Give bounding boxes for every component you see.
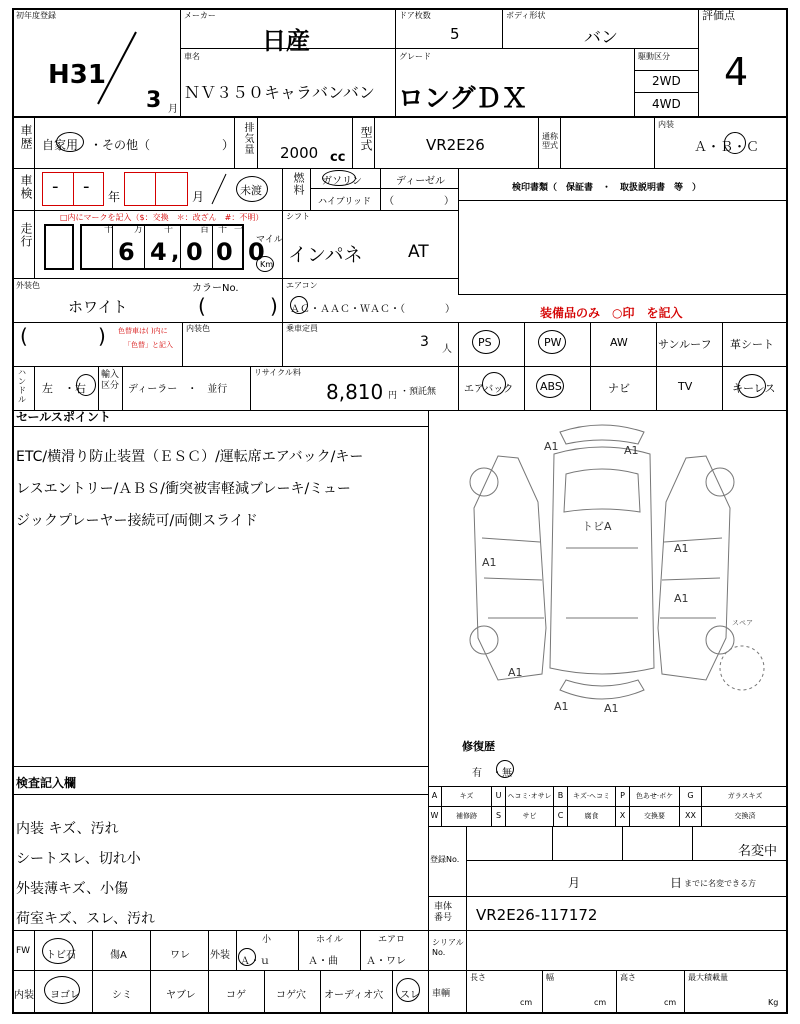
color-no-label: カラーNo.: [192, 283, 239, 294]
shift-type: インパネ: [288, 244, 363, 266]
body-value: バン: [584, 28, 618, 48]
equip-navi: ナビ: [608, 382, 630, 395]
color-change-close: ): [98, 324, 106, 348]
damage-mark-front-left: A1: [544, 440, 559, 453]
first-reg-label: 初年度登録: [16, 11, 56, 20]
mileage-digit-1: 6: [118, 238, 135, 266]
handle-value: 左 ・右: [42, 382, 86, 395]
mileage-digit-4: 0: [216, 238, 233, 266]
sales-label: セールスポイント: [16, 410, 111, 424]
unit-km-circle: [256, 256, 274, 272]
mileage-note: □内にマークを記入（$：交換 ＊：改ざん #：不明）: [60, 213, 264, 222]
dims-label: 車輌: [432, 989, 451, 999]
unit-juu-man: 十: [104, 225, 114, 235]
mileage-digit-5: 0: [248, 238, 265, 266]
vin-value: VR2E26-117172: [476, 906, 598, 924]
equip-ps-circle: [472, 330, 500, 354]
note-line-3: 外装薄キズ、小傷: [16, 881, 129, 897]
not-registered-circle: [236, 176, 268, 202]
legend-code: S: [492, 806, 506, 826]
sales-line-3: ジックプレーヤー接続可/両側スライド: [16, 513, 258, 529]
interior-tear: ヤブレ: [166, 990, 196, 1001]
inspection-dash-2: -: [83, 176, 90, 197]
import-value: ディーラー ・ 並行: [128, 384, 228, 395]
common-model-label: 通称型式: [542, 132, 558, 150]
damage-mark-front-right: A1: [624, 444, 639, 457]
doors-label: ドア枚数: [399, 11, 431, 20]
legend-code: XX: [680, 806, 702, 826]
displacement-value: 2000: [280, 144, 319, 162]
slash-mark: [92, 28, 152, 108]
interior-burn: コゲ: [226, 990, 246, 1001]
repair-circle: [496, 760, 514, 778]
damage-mark-rear-1: A1: [554, 700, 569, 713]
legend-description: 補修跡: [442, 806, 492, 826]
aircon-value: ＡＣ・ＡＡＣ・ＷＡＣ・（ ）: [290, 304, 455, 315]
mileage-label: 走行: [19, 222, 33, 248]
legend-description: ガラスキズ: [727, 792, 763, 800]
history-label: 車歴: [19, 124, 33, 150]
damage-mark-left-side: A1: [482, 556, 497, 569]
doors-value: 5: [450, 25, 460, 43]
small-value: Ａ・ｕ: [240, 956, 270, 967]
note-line-2: シートスレ、切れ小: [16, 851, 141, 867]
interior-grade-circle: [724, 132, 746, 154]
aero-value: Ａ・ワレ: [366, 956, 406, 967]
maker-value: 日産: [262, 27, 310, 55]
equip-aw: AW: [610, 336, 628, 349]
exterior-label: 外装: [210, 950, 230, 961]
small-label: 小: [262, 935, 272, 945]
unit-sen: 千: [164, 225, 174, 235]
legend-description: 交換要: [630, 806, 680, 826]
equip-tv: TV: [678, 380, 693, 393]
fw-label: FW: [16, 946, 31, 956]
recycle-label: リサイクル料: [254, 368, 301, 377]
recycle-unit: 円: [388, 391, 398, 401]
legend-code: P: [616, 786, 630, 806]
interior-grade: Ａ・Ｂ・Ｃ: [694, 140, 760, 155]
serial-label: シリアルNo.: [432, 938, 464, 957]
grade-score-label: 評価点: [702, 9, 735, 22]
inspection-notes-label: 検査記入欄: [16, 776, 77, 790]
interior-rub-circle: [396, 978, 420, 1002]
grade-score-value: 4: [724, 50, 749, 94]
equip-ps: PS: [478, 336, 492, 349]
interior-stain: ヨゴレ: [50, 990, 80, 1001]
legend-description: 色あせ·ボケ: [630, 786, 680, 806]
shift-label: シフト: [286, 212, 310, 221]
aircon-label: エアコン: [286, 281, 318, 290]
interior-burn-hole: コゲ穴: [276, 990, 306, 1001]
max-load-unit: Kg: [768, 998, 779, 1007]
legend-code: C: [554, 806, 568, 826]
equip-abs-circle: [536, 374, 564, 398]
equip-pw: PW: [544, 336, 562, 349]
color-label: 外装色: [16, 281, 40, 290]
fw-chip-circle: [42, 938, 74, 964]
height-unit: cm: [664, 998, 677, 1007]
interior-color-label: 内装色: [186, 324, 210, 333]
aero-label: エアロ: [378, 935, 406, 945]
damage-mark-right-side-1: A1: [674, 542, 689, 555]
model-value: VR2E26: [426, 136, 485, 154]
registration-deadline: までに名変できる方: [684, 879, 756, 888]
interior-rub: スレ: [400, 990, 420, 1001]
name-change: 名変中: [738, 844, 778, 859]
note-line-4: 荷室キズ、スレ、汚れ: [16, 911, 156, 927]
sales-line-1: ETC/横滑り防止装置（ＥＳＣ）/運転席エアバック/キー: [16, 449, 364, 465]
legend-description: 腐食: [568, 806, 616, 826]
small-circle: [238, 948, 256, 966]
inspection-month-box: [124, 172, 188, 206]
wheel-label: ホイル: [316, 935, 344, 945]
drive-4wd: 4WD: [652, 97, 681, 111]
aircon-circle: [290, 296, 308, 314]
usage-circle: [56, 132, 84, 152]
unit-man: 万: [134, 225, 144, 235]
capacity-value: 3: [420, 334, 429, 350]
color-value: ホワイト: [68, 298, 128, 316]
recycle-deposit: ・預託無: [400, 387, 437, 397]
drive-2wd: 2WD: [652, 74, 681, 88]
inspection-dash-1: -: [52, 176, 59, 197]
history-usage: 自家用 ・その他（ ）: [42, 138, 235, 152]
interior-label: 内装: [658, 120, 674, 129]
drive-label: 駆動区分: [638, 52, 670, 61]
fuel-gasoline-circle: [322, 170, 356, 186]
equip-pw-circle: [538, 330, 566, 354]
damage-mark-roof: トビA: [582, 520, 612, 533]
inspection-month-unit: 月: [192, 190, 205, 204]
month-unit: 月: [168, 104, 178, 115]
interior-audio-hole: オーディオ穴: [324, 990, 384, 1001]
legend-code: A: [428, 786, 442, 806]
equip-sunroof: サンルーフ: [658, 338, 712, 351]
legend-row-1: [428, 786, 788, 806]
interior-spot: シミ: [112, 990, 132, 1001]
unit-hyaku: 百: [200, 225, 210, 235]
capacity-unit: 人: [442, 344, 452, 355]
sales-line-2: レスエントリー/ＡＢＳ/衝突被害軽減ブレーキ/ミュー: [16, 481, 351, 497]
color-change-open: (: [20, 324, 28, 348]
damage-mark-right-side-2: A1: [674, 592, 689, 605]
grade-value: ロングＤＸ: [398, 84, 528, 114]
fuel-gasoline: ガソリン: [322, 176, 362, 187]
fuel-label: 燃料: [292, 172, 305, 196]
legend-description: ヘコミ·オサレ: [506, 786, 554, 806]
equip-keyless-circle: [738, 374, 766, 398]
legend-code: B: [554, 786, 568, 806]
repair-value: 有 ・無: [472, 768, 512, 779]
registration-label: 登録No.: [430, 855, 460, 864]
handle-label: ハンドル: [18, 368, 26, 404]
max-load-label: 最大積載量: [688, 973, 728, 982]
first-reg-year: H31: [48, 60, 106, 90]
model-label: 型式: [359, 126, 373, 152]
car-name-value: ＮＶ３５０キャラバンバン: [184, 83, 375, 102]
displacement-label: 排気量: [242, 122, 253, 155]
inspection-year-unit: 年: [108, 190, 121, 204]
shift-value: AT: [408, 242, 429, 262]
first-reg-month: 3: [146, 88, 162, 113]
recycle-value: 8,810: [326, 380, 384, 404]
handle-circle: [76, 374, 96, 396]
mileage-digit-3: 0: [186, 238, 203, 266]
grade-label: グレード: [399, 52, 431, 61]
mileage-digit-box-0: [44, 224, 74, 270]
mileage-digit-2: 4: [150, 238, 167, 266]
note-line-1: 内装 キズ、汚れ: [16, 821, 119, 837]
equipment-note: 装備品のみ ○印 を記入: [540, 306, 683, 320]
color-change-note-2: 「色替」と記入: [124, 341, 173, 349]
color-no-open: (: [198, 294, 206, 318]
body-label: ボディ形状: [506, 11, 546, 20]
registration-month-unit: 月: [568, 876, 581, 890]
import-label: 輸入区分: [101, 370, 120, 391]
unit-km: Km: [260, 260, 274, 269]
fuel-diesel: ディーゼル: [396, 176, 445, 187]
legend-description: キズ: [442, 786, 492, 806]
equip-abs: ABS: [540, 380, 562, 393]
wheel-value: Ａ・曲: [308, 956, 338, 967]
docs-label: 検印書類（ 保証書 ・ 取扱説明書 等 ）: [512, 183, 702, 193]
width-label: 幅: [546, 973, 554, 982]
legend-code: W: [428, 806, 442, 826]
fw-item-scratch: 傷A: [110, 950, 127, 961]
maker-label: メーカー: [184, 11, 216, 20]
legend-description: サビ: [506, 806, 554, 826]
displacement-unit: cc: [330, 150, 346, 165]
unit-juu: 十: [218, 225, 228, 235]
mileage-comma: ,: [171, 240, 180, 265]
fuel-hybrid: ハイブリッド: [318, 197, 372, 207]
equip-keyless: キーレス: [732, 382, 776, 395]
legend-code: X: [616, 806, 630, 826]
fw-item-chip: トビ石: [46, 950, 76, 961]
auction-sheet: [12, 8, 788, 1014]
width-unit: cm: [594, 998, 607, 1007]
spare-label: スペア: [732, 619, 753, 627]
interior-stain-circle: [44, 976, 80, 1004]
length-label: 長さ: [470, 973, 486, 982]
legend-code: U: [492, 786, 506, 806]
legend-code: G: [680, 786, 702, 806]
color-change-note-1: 色替車は( )内に: [118, 327, 168, 335]
fuel-other: （ ）: [384, 196, 454, 207]
registration-day-unit: 日: [670, 876, 683, 890]
legend-description: 交換済: [734, 812, 756, 820]
height-label: 高さ: [620, 973, 636, 982]
vin-label: 車体番号: [434, 902, 453, 923]
repair-label: 修復歴: [462, 740, 495, 753]
damage-mark-rear-left: A1: [508, 666, 523, 679]
equip-airbag-circle: [482, 372, 506, 396]
length-unit: cm: [520, 998, 533, 1007]
inspection-not-registered: 未渡: [240, 184, 262, 197]
interior-footer-label: 内装: [14, 990, 34, 1001]
fw-item-crack: ワレ: [170, 950, 190, 961]
inspection-slash: [208, 172, 230, 206]
car-name-label: 車名: [184, 52, 200, 61]
equip-airbag: エアバック: [464, 384, 514, 395]
unit-mile: マイル: [256, 235, 283, 245]
color-no-close: ): [270, 294, 278, 318]
legend-row-2: [428, 806, 788, 826]
legend-description: キズ·ヘコミ: [568, 786, 616, 806]
capacity-label: 乗車定員: [286, 324, 318, 333]
damage-mark-rear-2: A1: [604, 702, 619, 715]
unit-ichi: 一: [234, 225, 244, 235]
inspection-label: 車検: [19, 174, 33, 200]
equip-leather: 革シート: [730, 338, 774, 351]
